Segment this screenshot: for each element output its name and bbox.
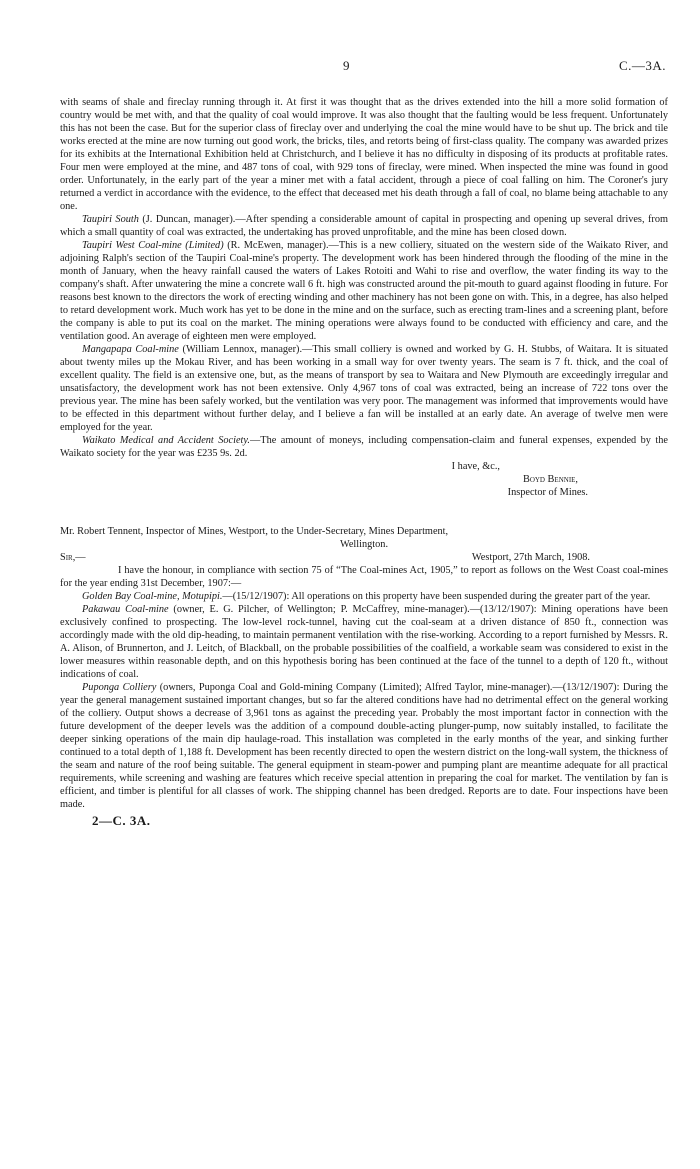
letter-heading-place: Wellington. [339, 539, 389, 550]
signature-title: Inspector of Mines. [507, 487, 588, 498]
signature-name: Boyd Bennie, [522, 474, 578, 485]
mine-name: Taupiri West Coal-mine (Limited) [82, 240, 224, 251]
signature-closing: I have, &c., [451, 461, 500, 472]
paragraph-text: (owner, E. G. Pilcher, of Wellington; P. McCaffrey, mine-manager).—(13/12/1907): Mining operations have been exclusively confined to prospecting. The low-level rock-tunnel, having cut the coal-seam at a driven distance of 850 ft., connection was accordingly made with the old dip-heading, to maintain permanent ventilation with the rise-working. According to a report furnished by Messrs. R. A. Alison, of Brunnerton, and J. Leitch, of Blackball, on the probable possibilities of the coalfield, a workable seam was considered to exist in the lower measures within reasonable depth, and on this hypothesis boring has been continued at the face of the tunnel to a depth of 120 ft., without indications of coal. [60, 604, 668, 680]
paragraph-golden-bay [60, 590, 668, 603]
dateline: Westport, 27th March, 1908. [471, 552, 590, 563]
letter-intro: I have the honour, in compliance with section 75 of “The Coal-mines Act, 1905,” to report as follows on the West Coast coal-mines for the year ending 31st December, 1907:— [60, 565, 668, 589]
mine-name: Mangapapa Coal-mine [82, 344, 179, 355]
mine-name: Taupiri South [82, 214, 139, 225]
paragraph-taupiri-west [60, 239, 668, 343]
mine-name: Puponga Colliery [82, 682, 157, 693]
series-reference: C.—3A. [618, 58, 666, 73]
letter-heading: Mr. Robert Tennent, Inspector of Mines, Westport, to the Under-Secretary, Mines Department, [60, 526, 449, 537]
society-name: Waikato Medical and Accident Society. [82, 435, 250, 446]
salutation-row [60, 551, 668, 564]
salutation: Sir,— [60, 552, 86, 563]
sheet-signature-mark: 2—C. 3A. [92, 813, 151, 828]
paragraph-taupiri-south [60, 213, 668, 239]
paragraph-waikato-society [60, 434, 668, 460]
paragraph-mangapapa [60, 343, 668, 434]
paragraph-text: (J. Duncan, manager).—After spending a considerable amount of capital in prospecting and opening up several drives, from which a small quantity of coal was extracted, the undertaking has proved unprofitable, and the mine has been closed down. [60, 214, 669, 238]
document-body [60, 96, 668, 827]
paragraph-text: —(15/12/1907): All operations on this property have been suspended during the greater part of the year. [222, 591, 651, 602]
mine-name: Golden Bay Coal-mine, Motupipi. [82, 591, 223, 602]
signature-block [60, 460, 668, 499]
page-header [0, 58, 700, 78]
paragraph-text: (William Lennox, manager).—This small colliery is owned and worked by G. H. Stubbs, of Waitara. It is situated about twenty miles up the Mokau River, and has been working in a small way for over twenty years. The seam is 7 ft. thick, and the coal of excellent quality. The field is an extensive one, but, as the means of transport by sea to Waitara and New Plymouth are exceedingly irregular and unsatisfactory, the development work has not been extensive. Only 4,967 tons of coal was extracted, being an increase of 722 tons over the previous year. The mine has been safely worked, but the ventilation was very poor. The management was informed that improvements would have to be effected in this department without further delay, and I believe a fan will be installed at an early date. An average of twelve men were employed for the year. [60, 344, 668, 433]
paragraph-pakawau [60, 603, 668, 681]
paragraph-puponga [60, 681, 668, 811]
paragraph-text: (owners, Puponga Coal and Gold-mining Company (Limited); Alfred Taylor, mine-manager).—(13/12/1907): During the year the general management sustained important changes, but so far the altered conditions have had no detrimental effect on the general working of the colliery. Output shows a decrease of 3,961 tons as against the preceding year. Probably the most important factor in connection with the future development of the deeper levels was the addition of a compound double-acting plunger-pump, now suitably installed, to facilitate the deeper sinking operations of the main dip haulage-road. This installation was completed in the early months of the year, and sinking further continued to a total depth of 1,188 ft. Development has been recently directed to open the western district on the long-wall system, the thickness of the seam and nature of the roof being suitable. The general equipment in steam-power and pumping plant are meantime adequate for all practical requirements, while screening and washing are features which receive special attention in preparing the coal for market. The ventilation by fan is efficient, and timber is plentiful for all classes of work. The shipping channel has been dredged. Reports are to date. Four inspections have been made. [60, 682, 668, 810]
paragraph-continued: with seams of shale and fireclay running through it. At first it was thought that as the drives extended into the hill a more solid formation of country would be met with, and that the quality of coal would improve. It was also thought that the faulting would be less frequent. Unfortunately this has not been the case. But for the superior class of fireclay over and underlying the coal the mine would have to be shut up. The brick and tile works erected at the mine are now turning out good work, the bricks, tiles, and retorts being of first-class quality. The company was awarded prizes for its exhibits at the International Exhibition held at Christchurch, and I believe it has no difficulty in disposing of its products at profitable rates. Four men were employed at the mine, and 487 tons of coal, with 929 tons of fireclay, were mined. When inspected the mine was found in good order. Unfortunately, in the early part of the year a miner met with a fatal accident, through a piece of coal falling on him. The Coroner's jury returned a verdict in accordance with the evidence, to the effect that deceased met his death through a fall of coal, no blame being attachable to any one. [60, 97, 668, 212]
page-number: 9 [343, 58, 350, 73]
paragraph-text: —The amount of moneys, including compensation-claim and funeral expenses, expended by the Waikato society for the year was £235 9s. 2d. [60, 435, 668, 459]
mine-name: Pakawau Coal-mine [82, 604, 169, 615]
paragraph-text: (R. McEwen, manager).—This is a new colliery, situated on the western side of the Waikato River, and adjoining Ralph's section of the Taupiri Coal-mine's property. The development work has been hindered through the flooding of the mine in the month of January, when the heavy rainfall caused the waters of Lakes Rotoiti and Wahi to rise and overflow, the water finding its way to the company's shaft. After unwatering the mine a concrete wall 6 ft. high was constructed around the pit-mouth to guard against flooding in future. For reasons best known to the directors the work of erecting winding and other machinery has not been gone on with. This, in a degree, has also helped to retard development work. Much work has yet to be done in the mine and on the surface, such as erecting tram-lines and a screening plant, before the company is able to put its coal on the market. The mining operations were always found to be conducted with efficiency and care, and the ventilation good. An average of eighteen men were employed. [60, 240, 668, 342]
